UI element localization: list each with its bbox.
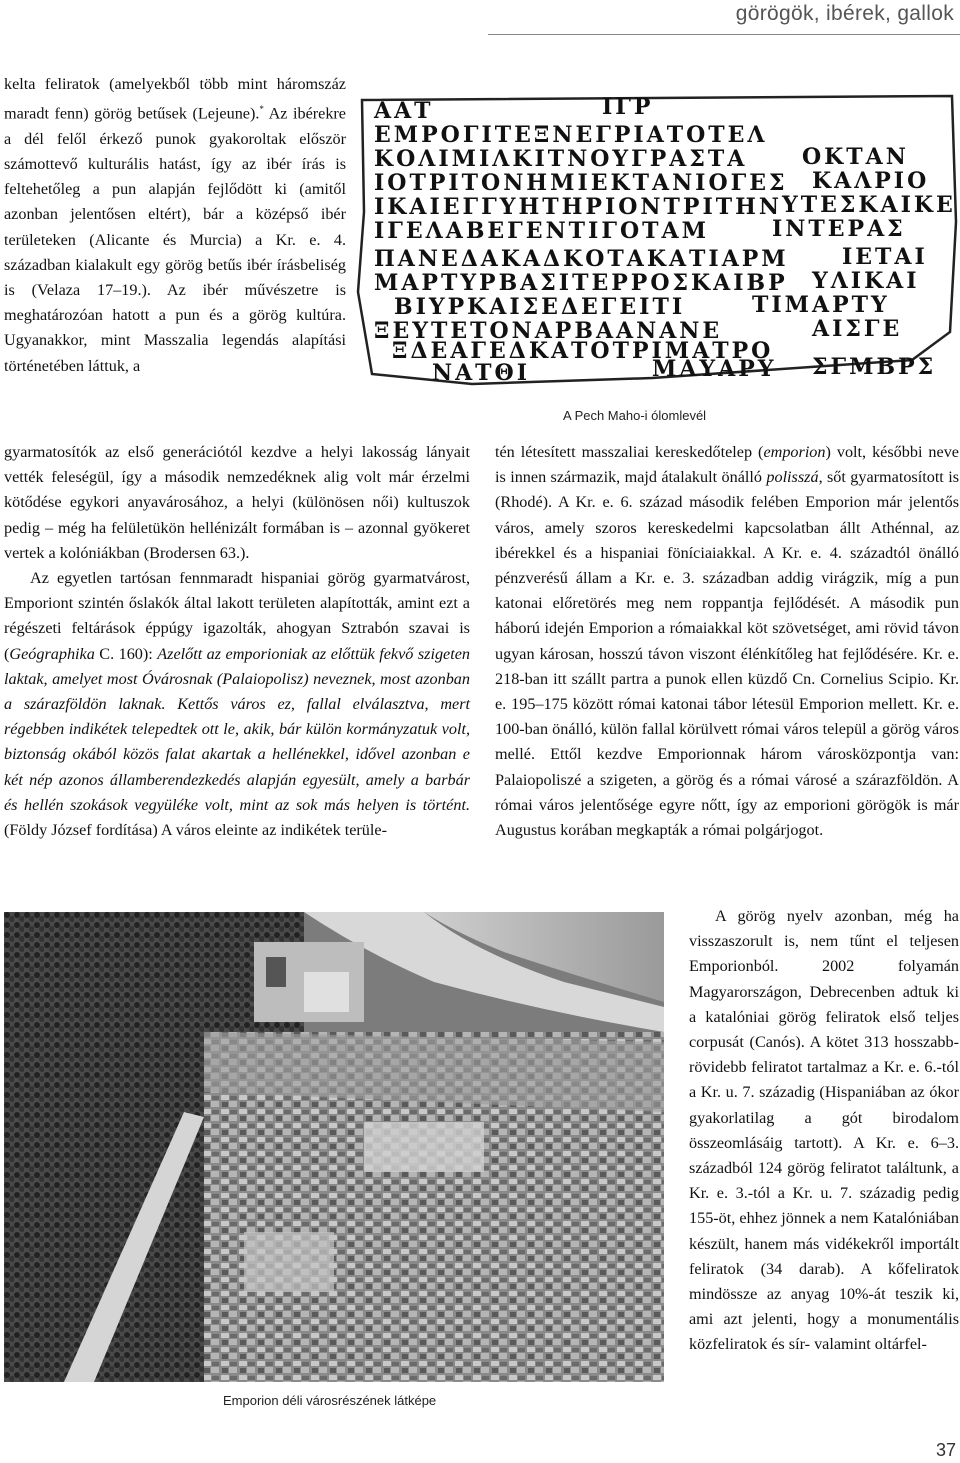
paragraph: A görög nyelv azonban, még ha visszaszorult is, nem tűnt el teljesen Emporionból. 2002 folyamán Magyarországon, Debrecenben adtuk ki a katalóniai görög feliratok első teljes corpusát (Canós). A kötet 313 hosszabb-rövidebb feliratot tartalmaz a Kr. e. 6.-tól a Kr. u. 7. századig (Hispaniában az ókor gyakorlatilag a gót birodalom összeomlásáig tartott). A Kr. e. 6–3. századból 124 görög feliratot találtunk, a Kr. e. 3.-tól a Kr. u. 7. századig pedig 155-öt, ehhez jönnek a nem Katalóniában készült, hanem más vidékekről importált feliratok (34 darab). A kőfeliratok mindössze az anyag 10%-át teszik ki, ami azt jelenti, hogy a monumentális közfeliratok és sír- valamint oltárfel- [689,907,959,1354]
left-column-top [4,72,346,379]
svg-text:ΙΝΤΕΡΑΣ: ΙΝΤΕΡΑΣ [772,216,906,242]
text-segment: kelta feliratok (amelyekből több mint háromszáz maradt fenn) görög betűsek (Lejeune). [4,75,346,123]
emporion-aerial-photo [4,912,664,1382]
svg-text:ΙΚΑΙΕΓΓΥΗΤΗΡΙΟΝΤΡΙΤΗΝ: ΙΚΑΙΕΓΓΥΗΤΗΡΙΟΝΤΡΙΤΗΝ [374,194,783,220]
svg-text:ΠΑΝΕΔΑΚΑΔΚΟΤΑΚΑΤΙΑΡΜ: ΠΑΝΕΔΑΚΑΔΚΟΤΑΚΑΤΙΑΡΜ [374,246,789,272]
term-polissza: polisszá [766,468,819,487]
svg-text:ΑΙΣΓΕ: ΑΙΣΓΕ [812,316,903,342]
svg-text:ΙΓΕΛΑΒΕΓΕΝΤΙΓΟΤΑΜ: ΙΓΕΛΑΒΕΓΕΝΤΙΓΟΤΑΜ [374,218,709,244]
lead-tablet-image [352,92,960,392]
svg-text:ΝΑΤΘΙ: ΝΑΤΘΙ [432,360,531,386]
text-segment: Az egyetlen tartósan fennmaradt hispaniai görög gyarmatvárost, Emporiont szintén őslakók által lakott területen alapították, amint ezt a régészeti feltárások éppúgy igazolták, ahogyan Sztrabón szavai is ( [4,569,470,663]
svg-text:ΚΟΛΙΜΙΛΚΙΤΝΟΥΓΡΑΣΤΑ: ΚΟΛΙΜΙΛΚΙΤΝΟΥΓΡΑΣΤΑ [374,146,748,172]
photo-caption: Emporion déli városrészének látképe [223,1393,437,1408]
text-segment: Az ibérekre a dél felől érkező punok gyakoroltak először számottevő kulturális hatást, így az ibér írás is feltehetőleg a pun alapján fejlődött ki (amitől azonban jelentősen eltért), bár a középső ibér területeken (Alicante és Murcia) a Kr. e. 4. században kialakult egy görög betűs ibér írásbeliség is (Velaza 17–19.). Az ibér művészetre is meghatározóan hatott a pun és a görög kultúra. Ugyanakkor, mint Masszalia legendás alapítási történetében láttuk, a [4,104,346,375]
page-number: 37 [935,1440,956,1460]
text-segment: (Földy József fordítása) A város eleinte az indikétek terüle- [4,821,387,840]
svg-text:ΙΓΡ: ΙΓΡ [602,94,654,120]
svg-text:ΥΤΕΣΚΑΙΚΕ: ΥΤΕΣΚΑΙΚΕ [782,192,956,218]
running-header: görögök, ibérek, gallok [735,2,954,25]
svg-text:ΑΑΤ: ΑΑΤ [374,98,434,124]
paragraph [4,566,470,843]
tablet-caption: A Pech Maho-i ólomlevél [563,408,707,423]
svg-text:ΞΕΥΤΕΤΟΝΑΡΒΑΑΝΑΝΕ: ΞΕΥΤΕΤΟΝΑΡΒΑΑΝΑΝΕ [374,318,723,344]
svg-text:ΥΛΙΚΑΙ: ΥΛΙΚΑΙ [812,268,920,294]
svg-text:ΜΑΡΤΥΡΒΑΣΙΤΕΡΡΟΣΚΑΙΒΡ: ΜΑΡΤΥΡΒΑΣΙΤΕΡΡΟΣΚΑΙΒΡ [374,270,788,296]
right-column [495,440,959,843]
svg-text:ΞΔΕΑΓΕΔΚΑΤΟΤΡΙΜΑΤΡΟ: ΞΔΕΑΓΕΔΚΑΤΟΤΡΙΜΑΤΡΟ [392,338,774,364]
text-segment: ) volt, későbbi neve is innen származik, majd átalakult önálló [495,443,959,487]
right-column-bottom [689,904,959,1358]
left-column-main [4,440,470,843]
svg-text:ΙΕΤΑΙ: ΙΕΤΑΙ [842,244,928,270]
svg-text:ΣΓΜΒΡΣ: ΣΓΜΒΡΣ [812,354,937,380]
text-segment: , sőt gyarmatosított is (Rhodé). A Kr. e. 6. század második felében Emporion már jelentős város, amely szoros kereskedelmi kapcsolatban állt Athénnal, az ibérekkel és a hispaniai föníciaiakkal. A Kr. e. 4. századtól önálló pénzverésű állam a Kr. e. 3. században addig virágzik, míg a pun katonai előretörés meg nem roppantja fejlődését. A második pun háború idején Emporion a rómaiakkal köt szövetséget, ami rövid távon ugyan károsan, hosszú távon viszont élénkítőleg hat fejlődésére. Kr. e. 218-ban itt szállt partra a punok ellen küzdő Cn. Cornelius Scipio. Kr. e. 195–175 között római katonai tábor létesül Emporion mellett. Kr. e. 100-ban önálló, külön fallal körülvett római város települ a görög város mellé. Ettől kezdve Emporionnak három városközpontja van: Palaiopoliszé a szigeten, a görög és a római városé a szárazföldön. A római város jelentősége egyre nőtt, így az emporioni görögök is már Augustus korában megkapták a római polgárjogot. [495,468,960,840]
footnote-mark[interactable]: * [259,104,264,115]
text-segment: tén létesített masszaliai kereskedőtelep ( [495,443,764,461]
svg-text:ΜΑΥΑΡΥ: ΜΑΥΑΡΥ [652,356,777,382]
term-emporion: emporion [763,443,826,461]
svg-text:ΙΟΤΡΙΤΟΝΗΜΙΕΚΤΑΝΙΟΓΕΣ: ΙΟΤΡΙΤΟΝΗΜΙΕΚΤΑΝΙΟΓΕΣ [374,170,788,196]
svg-text:ΤΙΜΑΡΤΥ: ΤΙΜΑΡΤΥ [752,292,890,318]
svg-text:ΕΜΡΟΓΙΤΕΞΝΕΓΡΙΑΤΟΤΕΛ: ΕΜΡΟΓΙΤΕΞΝΕΓΡΙΑΤΟΤΕΛ [374,122,768,148]
text-segment: C. 160): [94,644,158,663]
paragraph: gyarmatosítók az első generációtól kezdve a helyi lakosság lányait vették feleségül, így a második nemzedéknek alig volt már érzelmi kötődése egykori anyavárosához, a helyi (különösen női) kultuszok pedig – még ha felületükön hellénizált formában is – azonnal gyökeret vertek a kolóniákban (Brodersen 63.). [4,443,470,562]
svg-text:ΚΑΛΡΙΟ: ΚΑΛΡΙΟ [812,168,930,194]
svg-text:ΒΙΥΡΚΑΙΣΕΔΕΓΕΙΤΙ: ΒΙΥΡΚΑΙΣΕΔΕΓΕΙΤΙ [394,294,686,320]
svg-text:ΟΚΤΑΝ: ΟΚΤΑΝ [802,144,909,170]
strabo-quote: Azelőtt az emporioniak az előttük fekvő szigeten laktak, amelyet most Óvárosnak (Palaiopolisz) neveznek, most azonban a szárazföldön laknak. Kettős város ez, fallal elválasztva, mert régebben indikétek telepedtek ott le, akik, bár külön kormányzatuk volt, biztonság okából közös falat akartak a hellénekkel, idővel azonban e két nép azonos államberendezkedés alapján egyesült, amely a barbár és hellén szokások vegyüléke volt, mint az sok más helyen is történt. [4,644,470,814]
source-title: Geógraphika [9,644,95,663]
header-rule [488,34,960,35]
